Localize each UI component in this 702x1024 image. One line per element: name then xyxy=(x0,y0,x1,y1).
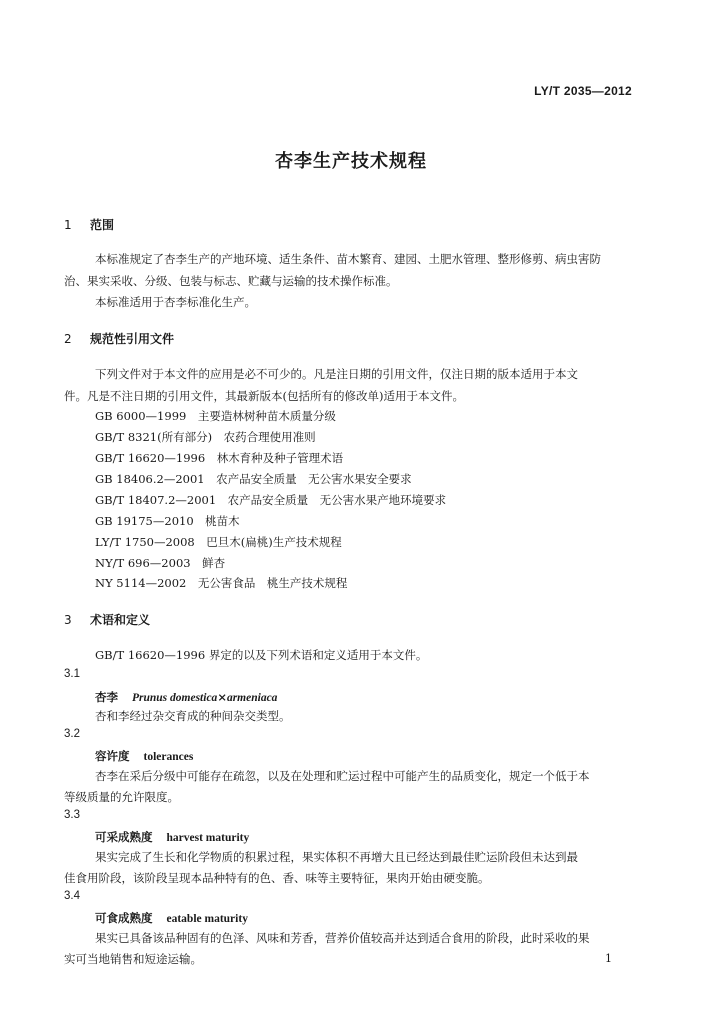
term-definition: 果实已具备该品种固有的色泽、风味和芳香，营养价值较高并达到适合食用的阶段，此时采收的果 xyxy=(95,931,590,945)
reference-item: NY 5114—2002 无公害食品 桃生产技术规程 xyxy=(95,576,348,590)
paragraph-line: GB/T 16620—1996 界定的以及下列术语和定义适用于本文件。 xyxy=(95,648,428,662)
paragraph-line: 本标准适用于杏李标准化生产。 xyxy=(95,295,256,309)
term-english: Prunus domestica xyxy=(132,692,218,704)
paragraph-line: 件。凡是不注日期的引用文件，其最新版本(包括所有的修改单)适用于本文件。 xyxy=(64,389,464,403)
term-chinese: 可食成熟度 xyxy=(95,911,153,925)
term-number: 3.4 xyxy=(64,890,80,902)
term-title xyxy=(95,910,248,926)
reference-item: GB/T 16620—1996 林木育种及种子管理术语 xyxy=(95,451,344,465)
term-chinese: 容许度 xyxy=(95,749,130,763)
section-number: 3 xyxy=(64,613,72,627)
hybrid-sign: × xyxy=(217,690,227,704)
paragraph-line: 下列文件对于本文件的应用是必不可少的。凡是注日期的引用文件，仅注日期的版本适用于本文 xyxy=(95,367,578,381)
section-number: 2 xyxy=(64,332,72,346)
section-title: 术语和定义 xyxy=(90,613,151,627)
term-definition: 实可当地销售和短途运输。 xyxy=(64,952,202,966)
document-title: 杏李生产技术规程 xyxy=(275,151,427,172)
term-number: 3.3 xyxy=(64,809,80,821)
term-definition: 杏和李经过杂交育成的种间杂交类型。 xyxy=(95,709,291,723)
term-english: tolerances xyxy=(143,751,194,763)
term-definition: 杏李在采后分级中可能存在疏忽，以及在处理和贮运过程中可能产生的品质变化，规定一个低于本 xyxy=(95,769,590,783)
reference-item: NY/T 696—2003 鲜杏 xyxy=(95,556,226,570)
term-english-b: armeniaca xyxy=(226,692,278,704)
reference-item: GB/T 8321(所有部分) 农药合理使用准则 xyxy=(95,430,316,444)
term-title xyxy=(95,689,277,705)
term-chinese: 杏李 xyxy=(95,690,118,704)
term-definition: 佳食用阶段，该阶段呈现本品种特有的色、香、味等主要特征，果肉开始由硬变脆。 xyxy=(64,871,490,885)
term-english: harvest maturity xyxy=(166,832,250,844)
section-heading-terms-definitions xyxy=(64,611,150,628)
standard-code: LY/T 2035—2012 xyxy=(534,84,632,98)
section-title: 规范性引用文件 xyxy=(90,332,175,346)
reference-item: GB/T 18407.2—2001 农产品安全质量 无公害水果产地环境要求 xyxy=(95,493,447,507)
term-english: eatable maturity xyxy=(166,913,248,925)
section-title: 范围 xyxy=(90,218,115,232)
section-heading-normative-references xyxy=(64,330,174,347)
reference-item: GB 6000—1999 主要造林树种苗木质量分级 xyxy=(95,409,336,423)
term-title xyxy=(95,748,193,764)
reference-item: GB 18406.2—2001 农产品安全质量 无公害水果安全要求 xyxy=(95,472,412,486)
term-number: 3.2 xyxy=(64,728,80,740)
section-heading-scope xyxy=(64,216,114,233)
page-number: 1 xyxy=(605,952,612,965)
term-definition: 等级质量的允许限度。 xyxy=(64,790,179,804)
paragraph-line: 治、果实采收、分级、包装与标志、贮藏与运输的技术操作标准。 xyxy=(64,274,398,288)
term-title xyxy=(95,829,249,845)
reference-item: LY/T 1750—2008 巴旦木(扁桃)生产技术规程 xyxy=(95,535,342,549)
paragraph-line: 本标准规定了杏李生产的产地环境、适生条件、苗木繁育、建园、土肥水管理、整形修剪、病虫害防 xyxy=(95,252,601,266)
term-definition: 果实完成了生长和化学物质的积累过程，果实体积不再增大且已经达到最佳贮运阶段但未达到最 xyxy=(95,850,578,864)
term-chinese: 可采成熟度 xyxy=(95,830,153,844)
term-number: 3.1 xyxy=(64,668,80,680)
reference-item: GB 19175—2010 桃苗木 xyxy=(95,514,240,528)
section-number: 1 xyxy=(64,218,72,232)
